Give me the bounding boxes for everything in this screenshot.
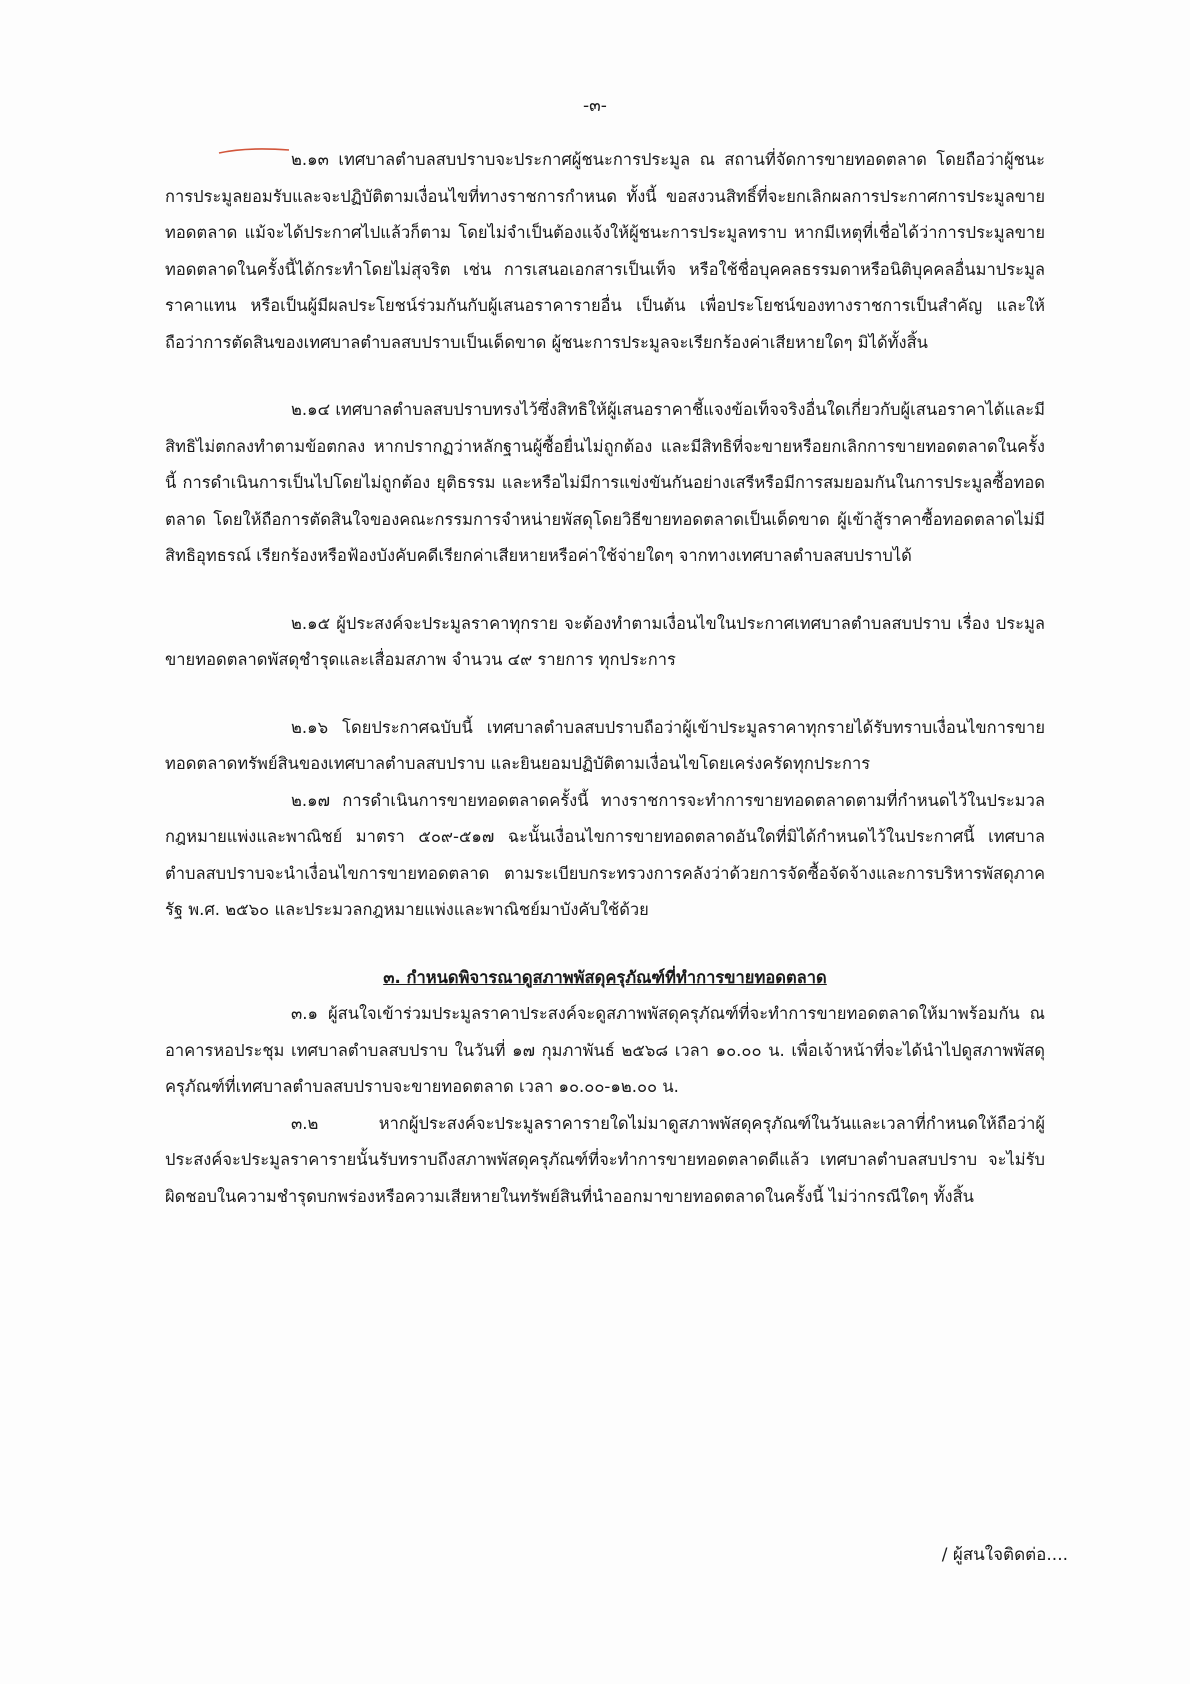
clause-2-13: ๒.๑๓ เทศบาลตำบลสบปราบจะประกาศผู้ชนะการประมูล ณ สถานที่จัดการขายทอดตลาด โดยถือว่าผู้ชนะการประมูลยอมรับและจะปฏิบัติตามเงื่อนไขที่ทางราชการกำหนด ทั้งนี้ ขอสงวนสิทธิ์ที่จะยกเลิกผลการประกาศการประมูลขายทอดตลาด แม้จะได้ประกาศไปแล้วก็ตาม โดยไม่จำเป็นต้องแจ้งให้ผู้ชนะการประมูลทราบ หากมีเหตุที่เชื่อได้ว่าการประมูลขายทอดตลาดในครั้งนี้ได้กระทำโดยไม่สุจริต เช่น การเสนอเอกสารเป็นเท็จ หรือใช้ชื่อบุคคลธรรมดาหรือนิติบุคคลอื่นมาประมูลราคาแทน หรือเป็นผู้มีผลประโยชน์ร่วมกันกับผู้เสนอราคารายอื่น เป็นต้น เพื่อประโยชน์ของทางราชการเป็นสำคัญ และให้ถือว่าการตัดสินของเทศบาลตำบลสบปราบเป็นเด็ดขาด ผู้ชนะการประมูลจะเรียกร้องค่าเสียหายใดๆ มิได้ทั้งสิ้น <box>165 150 1045 352</box>
continuation-note: / ผู้สนใจติดต่อ.... <box>941 1545 1068 1565</box>
clause-3-2: ๓.๒ หากผู้ประสงค์จะประมูลราคารายใดไม่มาดูสภาพพัสดุครุภัณฑ์ในวันและเวลาที่กำหนดให้ถือว่าผู้ประสงค์จะประมูลราคารายนั้นรับทราบถึงสภาพพัสดุครุภัณฑ์ที่จะทำการขายทอดตลาดดีแล้ว เทศบาลตำบลสบปราบ จะไม่รับผิดชอบในความชำรุดบกพร่องหรือความเสียหายในทรัพย์สินที่นำออกมาขายทอดตลาดในครั้งนี้ ไม่ว่ากรณีใดๆ ทั้งสิ้น <box>165 1113 1045 1206</box>
clause-3-1: ๓.๑ ผู้สนใจเข้าร่วมประมูลราคาประสงค์จะดูสภาพพัสดุครุภัณฑ์ที่จะทำการขายทอดตลาดให้มาพร้อมกัน ณ อาคารหอประชุม เทศบาลตำบลสบปราบ ในวันที่ ๑๗ กุมภาพันธ์ ๒๕๖๘ เวลา ๑๐.๐๐ น. เพื่อเจ้าหน้าที่จะได้นำไปดูสภาพพัสดุครุภัณฑ์ที่เทศบาลตำบลสบปราบจะขายทอดตลาด เวลา ๑๐.๐๐-๑๒.๐๐ น. <box>165 1004 1045 1096</box>
clause-2-17: ๒.๑๗ การดำเนินการขายทอดตลาดครั้งนี้ ทางราชการจะทำการขายทอดตลาดตามที่กำหนดไว้ในประมวลกฎหมายแพ่งและพาณิชย์ มาตรา ๕๐๙-๕๑๗ ฉะนั้นเงื่อนไขการขายทอดตลาดอันใดที่มิได้กำหนดไว้ในประกาศนี้ เทศบาลตำบลสบปราบจะนำเงื่อนไขการขายทอดตลาด ตามระเบียบกระทรวงการคลังว่าด้วยการจัดซื้อจัดจ้างและการบริหารพัสดุภาครัฐ พ.ศ. ๒๕๖๐ และประมวลกฎหมายแพ่งและพาณิชย์มาบังคับใช้ด้วย <box>165 790 1045 919</box>
clause-2-15: ๒.๑๕ ผู้ประสงค์จะประมูลราคาทุกราย จะต้องทำตามเงื่อนไขในประกาศเทศบาลตำบลสบปราบ เรื่อง ประมูลขายทอดตลาดพัสดุชำรุดและเสื่อมสภาพ จำนวน ๔๙ รายการ ทุกประการ <box>165 613 1045 669</box>
clause-2-14: ๒.๑๔ เทศบาลตำบลสบปราบทรงไว้ซึ่งสิทธิให้ผู้เสนอราคาชี้แจงข้อเท็จจริงอื่นใดเกี่ยวกับผู้เสนอราคาได้และมีสิทธิไม่ตกลงทำตามข้อตกลง หากปรากฏว่าหลักฐานผู้ซื้อยื่นไม่ถูกต้อง และมีสิทธิที่จะขายหรือยกเลิกการขายทอดตลาดในครั้งนี้ การดำเนินการเป็นไปโดยไม่ถูกต้อง ยุติธรรม และหรือไม่มีการแข่งขันกันอย่างเสรีหรือมีการสมยอมกันในการประมูลซื้อทอดตลาด โดยให้ถือการตัดสินใจของคณะกรรมการจำหน่ายพัสดุโดยวิธีขายทอดตลาดเป็นเด็ดขาด ผู้เข้าสู้ราคาซื้อทอดตลาดไม่มีสิทธิอุทธรณ์ เรียกร้องหรือฟ้องบังคับคดีเรียกค่าเสียหายหรือค่าใช้จ่ายใดๆ จากทางเทศบาลตำบลสบปราบได้ <box>165 400 1045 565</box>
document-body <box>165 142 1045 1215</box>
section-3-heading: ๓. กำหนดพิจารณาดูสภาพพัสดุครุภัณฑ์ที่ทำการขายทอดตลาด <box>383 967 827 987</box>
page-number: -๓- <box>583 96 607 116</box>
clause-2-16: ๒.๑๖ โดยประกาศฉบับนี้ เทศบาลตำบลสบปราบถือว่าผู้เข้าประมูลราคาทุกรายได้รับทราบเงื่อนไขการขายทอดตลาดทรัพย์สินของเทศบาลตำบลสบปราบ และยินยอมปฏิบัติตามเงื่อนไขโดยเคร่งครัดทุกประการ <box>165 717 1045 773</box>
